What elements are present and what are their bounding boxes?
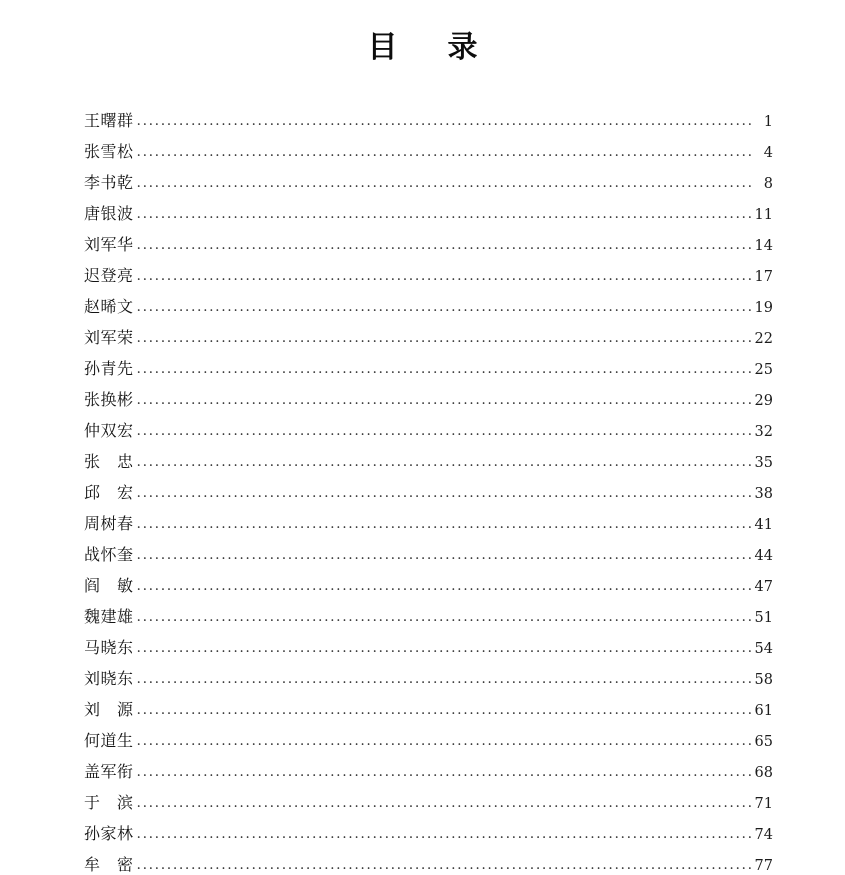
toc-entry-name: 张 忠 [84,454,134,472]
toc-entry-name: 刘 源 [84,702,134,720]
page-title: 目 录 [0,22,845,66]
table-of-contents [0,100,845,875]
dot-leader [137,208,753,220]
toc-entry-name: 刘军华 [84,237,134,255]
dot-leader [137,425,753,437]
dot-leader [137,115,753,127]
list-item[interactable] [84,658,773,689]
toc-entry-page: 35 [755,456,773,473]
toc-entry-name: 唐银波 [84,206,134,224]
list-item[interactable] [84,131,773,162]
list-item[interactable] [84,472,773,503]
toc-entry-page: 41 [755,518,773,535]
toc-entry-name: 迟登亮 [84,268,134,286]
dot-leader [137,177,753,189]
toc-entry-name: 邱 宏 [84,485,134,503]
toc-entry-name: 魏建雄 [84,609,134,627]
toc-entry-name: 王曙群 [84,113,134,131]
toc-entry-name: 仲双宏 [84,423,134,441]
toc-entry-page: 74 [755,828,773,845]
toc-entry-page: 51 [755,611,773,628]
dot-leader [137,735,753,747]
dot-leader [137,270,753,282]
toc-entry-name: 刘晓东 [84,671,134,689]
toc-entry-name: 马晓东 [84,640,134,658]
dot-leader [137,797,753,809]
list-item[interactable] [84,689,773,720]
toc-entry-name: 盖军衔 [84,764,134,782]
toc-entry-name: 何道生 [84,733,134,751]
toc-entry-page: 32 [755,425,773,442]
toc-entry-page: 68 [755,766,773,783]
toc-entry-name: 李书乾 [84,175,134,193]
list-item[interactable] [84,100,773,131]
list-item[interactable] [84,751,773,782]
list-item[interactable] [84,813,773,844]
toc-entry-name: 牟 密 [84,857,134,875]
list-item[interactable] [84,627,773,658]
toc-entry-page: 14 [755,239,773,256]
toc-entry-name: 赵晞文 [84,299,134,317]
toc-entry-page: 8 [755,177,773,194]
toc-entry-page: 4 [755,146,773,163]
toc-entry-name: 阎 敏 [84,578,134,596]
list-item[interactable] [84,193,773,224]
list-item[interactable] [84,162,773,193]
toc-entry-name: 张换彬 [84,392,134,410]
list-item[interactable] [84,441,773,472]
toc-entry-page: 29 [755,394,773,411]
toc-entry-page: 58 [755,673,773,690]
list-item[interactable] [84,782,773,813]
document-page [0,22,845,869]
dot-leader [137,704,753,716]
toc-entry-name: 周树春 [84,516,134,534]
list-item[interactable] [84,410,773,441]
toc-entry-page: 61 [755,704,773,721]
toc-entry-page: 47 [755,580,773,597]
dot-leader [137,642,753,654]
toc-entry-page: 54 [755,642,773,659]
toc-entry-page: 11 [755,208,773,225]
dot-leader [137,487,753,499]
dot-leader [137,332,753,344]
toc-entry-page: 25 [755,363,773,380]
list-item[interactable] [84,286,773,317]
dot-leader [137,301,753,313]
toc-entry-name: 张雪松 [84,144,134,162]
dot-leader [137,673,753,685]
list-item[interactable] [84,844,773,875]
dot-leader [137,828,753,840]
dot-leader [137,611,753,623]
list-item[interactable] [84,534,773,565]
toc-entry-page: 44 [755,549,773,566]
toc-entry-page: 77 [755,859,773,875]
list-item[interactable] [84,596,773,627]
toc-entry-name: 刘军荣 [84,330,134,348]
toc-entry-name: 孙青先 [84,361,134,379]
toc-entry-page: 17 [755,270,773,287]
toc-entry-name: 战怀奎 [84,547,134,565]
dot-leader [137,239,753,251]
dot-leader [137,394,753,406]
dot-leader [137,549,753,561]
dot-leader [137,456,753,468]
toc-entry-page: 22 [755,332,773,349]
toc-entry-page: 19 [755,301,773,318]
toc-entry-name: 孙家林 [84,826,134,844]
list-item[interactable] [84,503,773,534]
list-item[interactable] [84,565,773,596]
dot-leader [137,518,753,530]
toc-entry-page: 1 [755,115,773,132]
list-item[interactable] [84,720,773,751]
toc-entry-page: 65 [755,735,773,752]
toc-entry-page: 38 [755,487,773,504]
dot-leader [137,766,753,778]
list-item[interactable] [84,255,773,286]
list-item[interactable] [84,317,773,348]
dot-leader [137,580,753,592]
list-item[interactable] [84,348,773,379]
dot-leader [137,363,753,375]
list-item[interactable] [84,224,773,255]
toc-entry-page: 71 [755,797,773,814]
dot-leader [137,859,753,871]
list-item[interactable] [84,379,773,410]
toc-entry-name: 于 滨 [84,795,134,813]
dot-leader [137,146,753,158]
